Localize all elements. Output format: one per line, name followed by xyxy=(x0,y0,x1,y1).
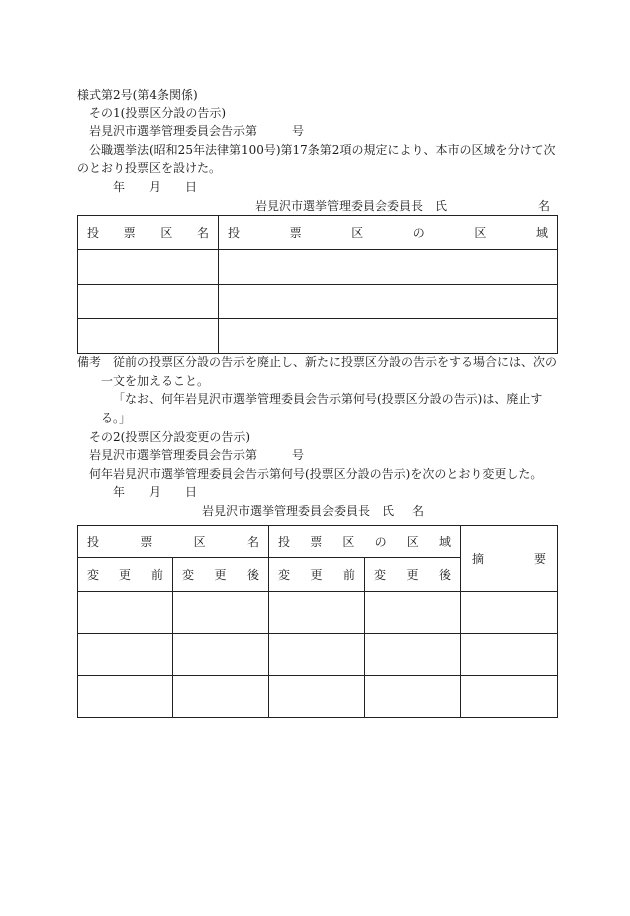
table-cell xyxy=(173,634,269,676)
header-char: 更 xyxy=(118,567,131,582)
header-char: 名 xyxy=(196,225,209,240)
table-cell xyxy=(219,319,558,354)
table-header-row xyxy=(78,526,558,558)
table-cell xyxy=(173,592,269,634)
part2-signatory: 岩見沢市選挙管理委員会委員長 氏 xyxy=(202,504,395,518)
header-char: 後 xyxy=(246,567,259,582)
part2-body-line1: 何年岩見沢市選挙管理委員会告示第何号(投票区分設の告示)を次のとおり変更した。 xyxy=(89,467,543,481)
header-char: 投 xyxy=(87,534,100,549)
header-char: 区 xyxy=(474,225,487,240)
table-cell xyxy=(269,634,365,676)
table-cell xyxy=(365,676,461,718)
header-char: 更 xyxy=(214,567,227,582)
remarks-line1: 従前の投票区分設の告示を廃止し、新たに投票区分設の告示をする場合には、次の xyxy=(113,355,558,369)
header-char: 更 xyxy=(406,567,419,582)
table-cell xyxy=(78,676,173,718)
header-char: の xyxy=(374,534,387,549)
header-char: 名 xyxy=(246,534,259,549)
header-char: 域 xyxy=(535,225,548,240)
table-cell xyxy=(365,634,461,676)
part2-notice-title: 岩見沢市選挙管理委員会告示第 xyxy=(89,448,258,462)
header-char: 変 xyxy=(87,567,100,582)
header-char: 区 xyxy=(406,534,419,549)
header-char: 投 xyxy=(87,225,100,240)
table-row xyxy=(78,676,558,718)
table-cell xyxy=(78,285,219,319)
remarks-quote-line2: る。」 xyxy=(101,411,132,425)
header-char: 投 xyxy=(228,225,241,240)
column-header-district-area xyxy=(219,216,558,250)
table-row xyxy=(78,319,558,354)
part1-date-year: 年 xyxy=(113,180,126,194)
header-char: 後 xyxy=(438,567,451,582)
column-header-district-name xyxy=(78,216,219,250)
part1-notice-number-suffix: 号 xyxy=(292,124,305,138)
header-char: 前 xyxy=(342,567,355,582)
part1-signatory: 岩見沢市選挙管理委員会委員長 氏 xyxy=(255,199,448,213)
header-char: 区 xyxy=(342,534,355,549)
header-char: 票 xyxy=(289,225,302,240)
remarks-label: 備考 xyxy=(77,355,102,369)
table-row xyxy=(78,634,558,676)
header-char: 前 xyxy=(150,567,163,582)
table-cell xyxy=(78,250,219,285)
table-cell xyxy=(173,676,269,718)
header-char: 摘 xyxy=(472,551,485,566)
column-header-area-before xyxy=(269,558,365,592)
column-header-area-after xyxy=(365,558,461,592)
header-char: 区 xyxy=(193,534,206,549)
table-cell xyxy=(78,634,173,676)
table-header-row xyxy=(78,216,558,250)
part1-date-day: 日 xyxy=(185,180,198,194)
column-header-name-after xyxy=(173,558,269,592)
remarks-line2: 一文を加えること。 xyxy=(101,374,210,388)
table-row xyxy=(78,285,558,319)
table-cell xyxy=(461,634,558,676)
table-cell xyxy=(365,592,461,634)
part1-signatory-name-suffix: 名 xyxy=(538,199,551,213)
part2-date-month: 月 xyxy=(149,485,162,499)
header-char: 変 xyxy=(182,567,195,582)
header-char: 票 xyxy=(123,225,136,240)
table-row xyxy=(78,592,558,634)
column-header-district-name xyxy=(78,526,269,558)
table-cell xyxy=(219,250,558,285)
part2-change-table xyxy=(77,525,558,718)
part2-date-day: 日 xyxy=(185,485,198,499)
form-title: 様式第2号(第4条関係) xyxy=(77,88,198,102)
header-char: 票 xyxy=(310,534,323,549)
part1-date-month: 月 xyxy=(149,180,162,194)
part2-notice-number-suffix: 号 xyxy=(292,448,305,462)
part2-date-year: 年 xyxy=(113,485,126,499)
table-cell xyxy=(219,285,558,319)
part1-heading: その1(投票区分設の告示) xyxy=(89,106,226,120)
table-row xyxy=(78,250,558,285)
header-char: 変 xyxy=(278,567,291,582)
part1-district-table xyxy=(77,215,558,354)
header-char: 域 xyxy=(438,534,451,549)
header-char: 票 xyxy=(140,534,153,549)
column-header-remarks xyxy=(461,526,558,592)
part1-body-line2: のとおり投票区を設けた。 xyxy=(77,161,222,175)
header-char: 区 xyxy=(351,225,364,240)
part2-signatory-name-suffix: 名 xyxy=(412,504,425,518)
part2-heading: その2(投票区分設変更の告示) xyxy=(89,430,250,444)
table-cell xyxy=(461,676,558,718)
table-cell xyxy=(269,676,365,718)
column-header-name-before xyxy=(78,558,173,592)
header-char: 区 xyxy=(160,225,173,240)
remarks-quote-line1: 「なお、何年岩見沢市選挙管理委員会告示第何号(投票区分設の告示)は、廃止す xyxy=(113,392,543,406)
header-char: 変 xyxy=(374,567,387,582)
part1-body-line1: 公職選挙法(昭和25年法律第100号)第17条第2項の規定により、本市の区域を分けて次 xyxy=(89,143,556,157)
header-char: 投 xyxy=(278,534,291,549)
table-cell xyxy=(269,592,365,634)
part1-notice-title: 岩見沢市選挙管理委員会告示第 xyxy=(89,124,258,138)
table-cell xyxy=(461,592,558,634)
table-cell xyxy=(78,319,219,354)
header-char: 更 xyxy=(310,567,323,582)
table-cell xyxy=(78,592,173,634)
header-char: 要 xyxy=(533,551,546,566)
header-char: の xyxy=(412,225,425,240)
column-header-district-area xyxy=(269,526,461,558)
